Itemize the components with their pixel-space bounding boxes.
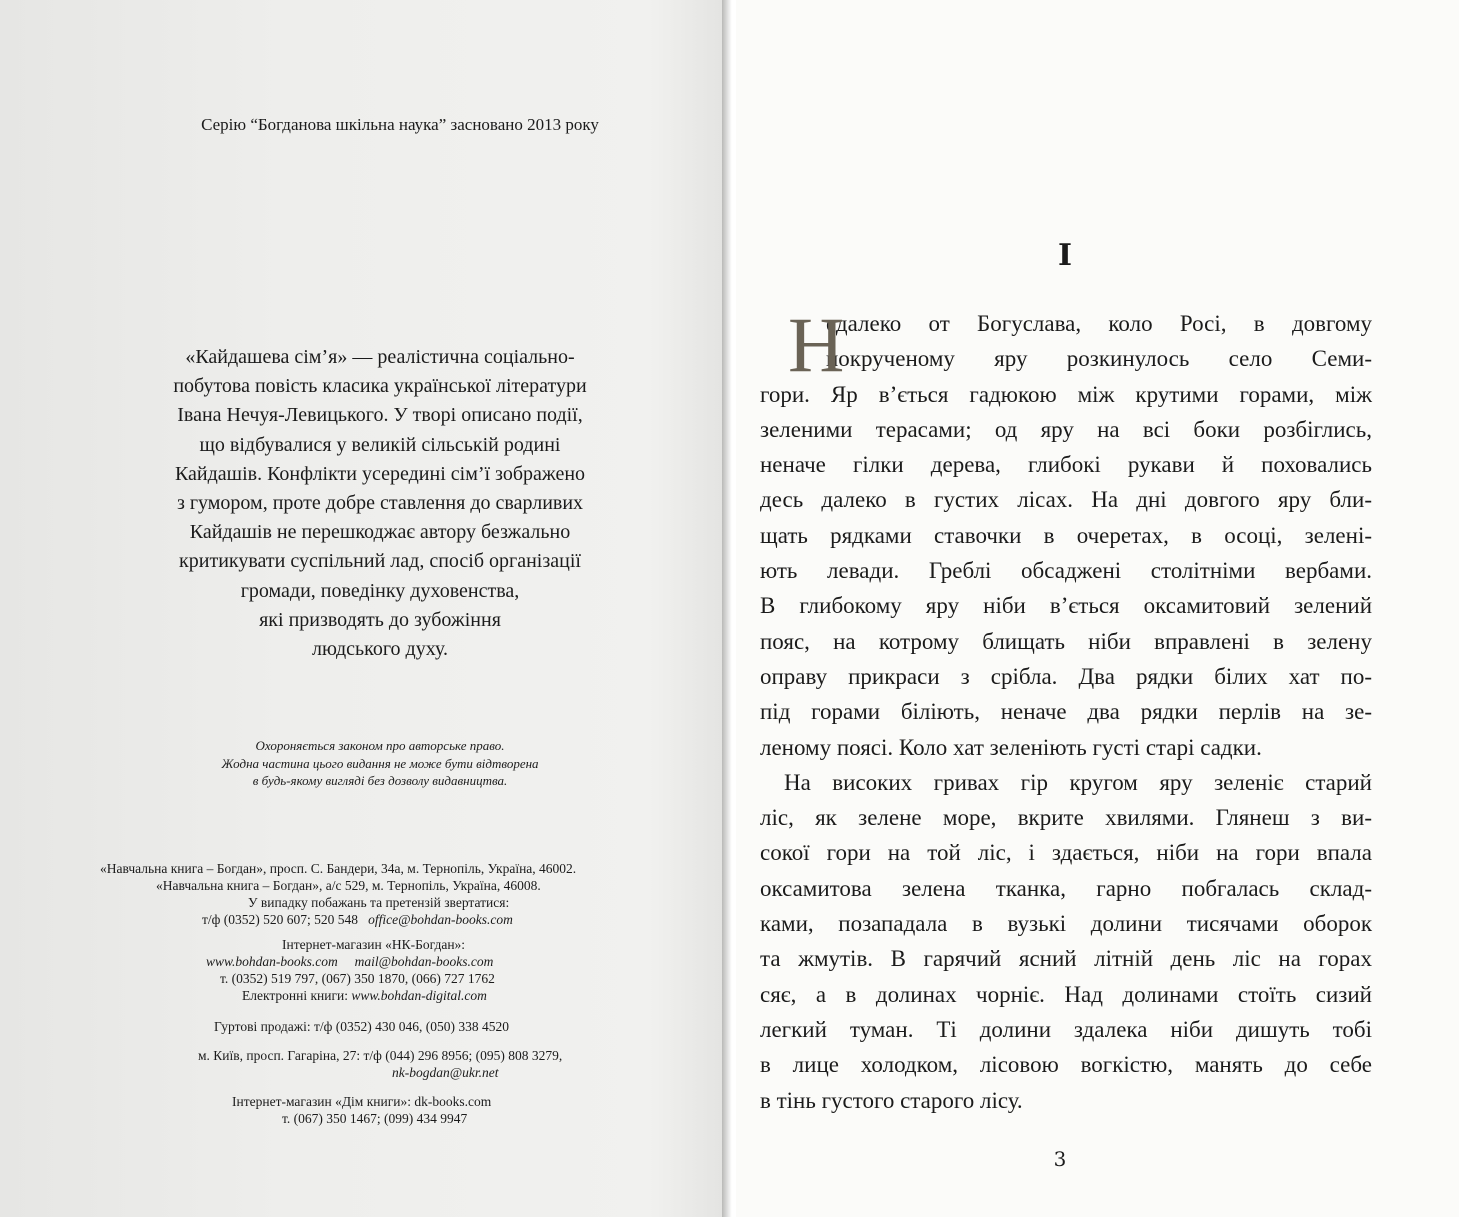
ebooks-site-link[interactable]: www.bohdan-digital.com	[351, 988, 487, 1003]
series-note: Серію “Богданова шкільна наука” засновано 2013 року	[201, 115, 599, 134]
summary-line: Кайдашів. Конфлікти усередині сім’ї зображено	[174, 462, 586, 485]
copyright-line: в будь-якому вигляді без дозволу видавництва.	[252, 773, 508, 788]
text-line: ють левади. Греблі обсаджені столітніми вербами.	[760, 558, 1372, 584]
text-line: ками, позападала в вузькі долини тисячами оборок	[760, 911, 1372, 937]
kyiv-address: м. Київ, просп. Гагаріна, 27: т/ф (044) 296 8956; (095) 808 3279,	[198, 1048, 563, 1063]
text-line: леному поясі. Коло хат зеленіють густі старі садки.	[760, 734, 1262, 760]
shop-site-link[interactable]: www.bohdan-books.com	[206, 954, 338, 969]
text-line: в лице холодком, лісовою вогкістю, манять до себе	[760, 1052, 1372, 1078]
copyright-line: Жодна частина цього видання не може бути відтворена	[221, 755, 539, 771]
shop-title: Інтернет-магазин «НК-Богдан»:	[282, 937, 466, 952]
paragraph-1	[760, 301, 1372, 765]
chapter-text	[760, 301, 1372, 1118]
publisher-contacts	[80, 860, 730, 1127]
shop-links	[80, 953, 730, 970]
wholesale-info: Гуртові продажі: т/ф (0352) 430 046, (050) 338 4520	[214, 1019, 509, 1034]
chapter-number: I	[1057, 238, 1073, 273]
office-contact	[80, 911, 730, 928]
paragraph-2	[760, 765, 1372, 1118]
summary-line: людського духу.	[312, 638, 448, 661]
book-gutter	[722, 0, 736, 1217]
dk-shop: Інтернет-магазин «Дім книги»: dk-books.com	[232, 1094, 492, 1109]
complaints-note: У випадку побажань та претензій звертатися:	[248, 895, 510, 910]
book-summary	[120, 343, 640, 664]
summary-line: з гумором, проте добре ставлення до сварливих	[176, 492, 584, 515]
office-email[interactable]: office@bohdan-books.com	[368, 912, 513, 927]
publisher-address-1: «Навчальна книга – Богдан», просп. С. Бандери, 34а, м. Тернопіль, Україна, 46002.	[100, 861, 577, 876]
summary-line: Кайдашів не перешкоджає автору безжально	[189, 521, 571, 544]
text-line: та жмутів. В гарячий ясний літній день ліс на горах	[760, 946, 1372, 972]
summary-line: Івана Нечуя-Левицького. У творі описано події,	[177, 404, 583, 427]
summary-line: побутова повість класика української літератури	[173, 375, 587, 398]
text-line: оправу прикраси з срібла. Два рядки білих хат по-	[760, 663, 1372, 689]
text-line: В глибокому яру ніби в’ється оксамитовий зелений	[760, 593, 1372, 619]
text-line: неначе гілки дерева, глибокі рукави й поховались	[760, 452, 1372, 478]
drop-cap: Н	[788, 301, 845, 388]
publisher-address-2: «Навчальна книга – Богдан», а/с 529, м. Тернопіль, Україна, 46008.	[156, 878, 541, 893]
ebooks-label: Електронні книги:	[242, 988, 349, 1003]
text-line: в тінь густого старого лісу.	[760, 1087, 1023, 1113]
shop-email-link[interactable]: mail@bohdan-books.com	[354, 954, 494, 969]
text-line: щать рядками ставочки в очеретах, в осоці, зелені-	[760, 522, 1372, 548]
shop-phones: т. (0352) 519 797, (067) 350 1870, (066) 727 1762	[220, 971, 495, 986]
summary-line: «Кайдашева сім’я» — реалістична соціально-	[185, 346, 575, 368]
text-line: сокої гори на той ліс, і здається, ніби на гори впала	[760, 840, 1372, 866]
kyiv-email[interactable]: nk-bogdan@ukr.net	[392, 1065, 499, 1080]
left-page	[0, 0, 722, 1217]
dk-phones: т. (067) 350 1467; (099) 434 9947	[282, 1111, 468, 1126]
copyright-line: Охороняється законом про авторське право.	[255, 738, 505, 753]
text-line: ліс, як зелене море, вкрите хвилями. Глянеш з ви-	[760, 805, 1372, 831]
summary-line: громади, поведінку духовенства,	[240, 579, 520, 602]
text-line: під горами біліють, неначе два рядки перлів на зе-	[760, 699, 1372, 725]
text-line: десь далеко в густих лісах. На дні довгого яру бли-	[760, 487, 1372, 513]
summary-line: які призводять до зубожіння	[259, 608, 501, 631]
text-line: легкий туман. Ті долини здалека ніби дишуть тобі	[760, 1016, 1372, 1042]
copyright-notice	[170, 737, 590, 790]
text-line: На високих гривах гір кругом яру зеленіє старий	[784, 769, 1372, 795]
text-line: пояс, на котрому блищать ніби вправлені в зелену	[760, 628, 1372, 654]
phone-fax: т/ф (0352) 520 607; 520 548	[202, 912, 359, 927]
summary-line: що відбувалися у великій сільській родині	[199, 433, 561, 456]
text-line: покрученому яру розкинулось село Семи-	[826, 346, 1372, 372]
ebooks-line	[80, 987, 730, 1004]
summary-line: критикувати суспільний лад, спосіб організації	[179, 550, 581, 573]
text-line: оксамитова зелена тканка, гарно побгалась склад-	[760, 875, 1372, 901]
text-line: зеленими терасами; од яру на всі боки розбіглись,	[760, 416, 1372, 442]
text-line: едалеко от Богуслава, коло Росі, в довгому	[826, 311, 1372, 336]
page-number: 3	[1053, 1147, 1067, 1171]
text-line: гори. Яр в’ється гадюкою між крутими горами, між	[760, 381, 1372, 407]
text-line: сяє, а в долинах чорніє. Над долинами стоїть сизий	[760, 981, 1372, 1007]
